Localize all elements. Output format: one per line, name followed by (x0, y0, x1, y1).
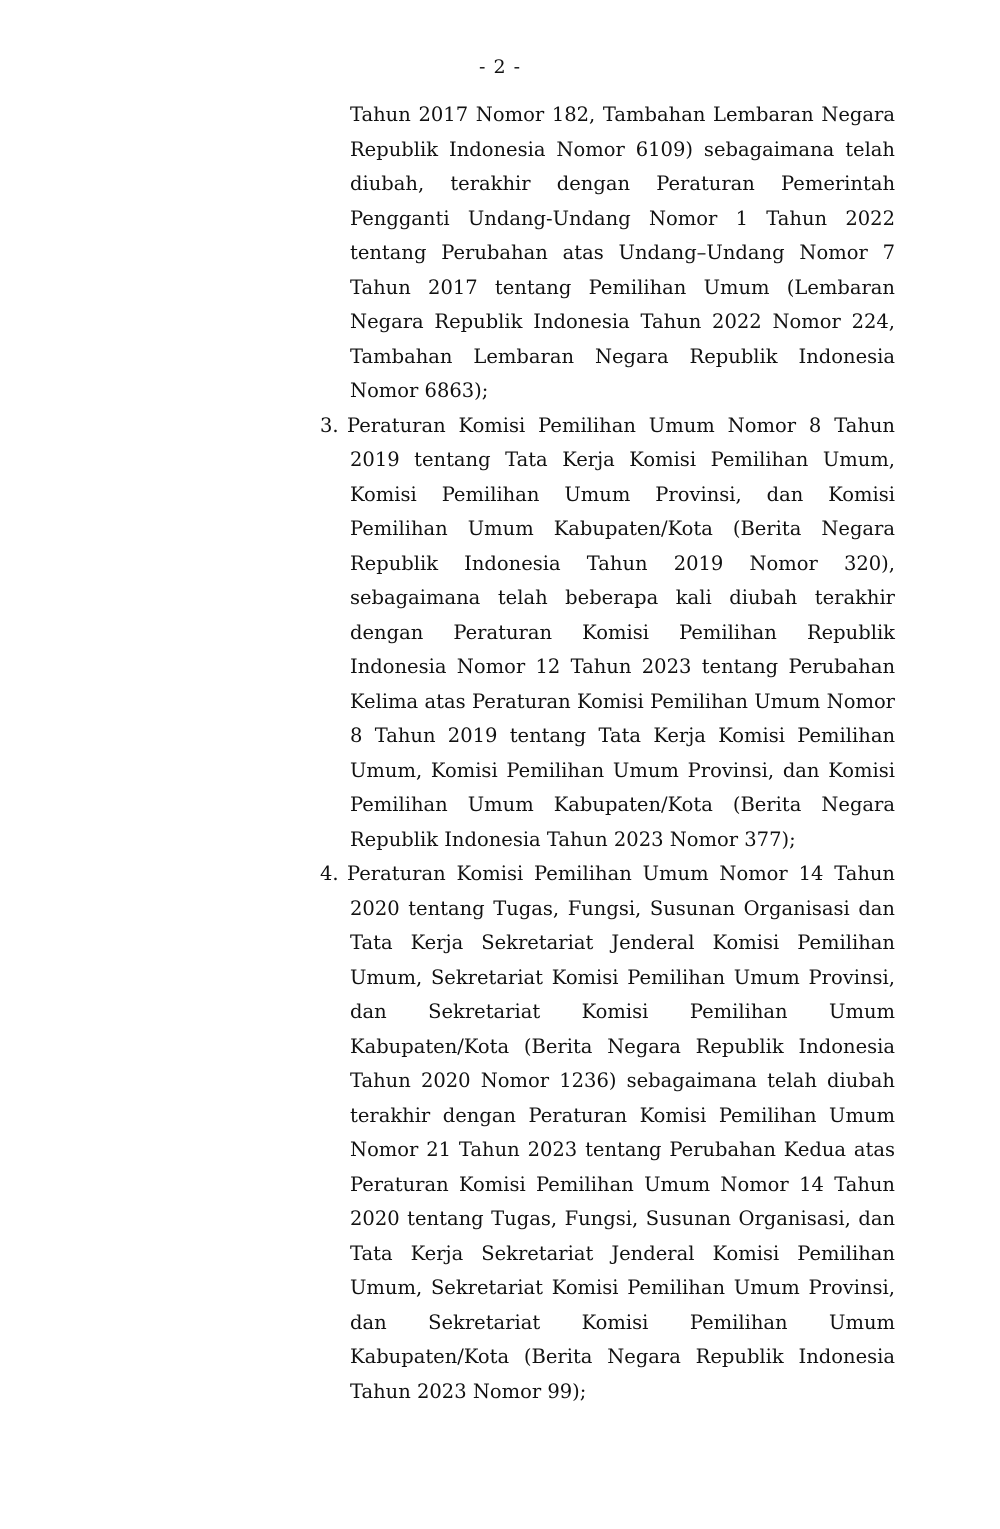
page-number: - 2 - (478, 56, 521, 78)
list-item-3 (320, 409, 895, 858)
list-item-4 (320, 857, 895, 1409)
continuation-paragraph: Tahun 2017 Nomor 182, Tambahan Lembaran Negara Republik Indonesia Nomor 6109) sebagaimana telah diubah, terakhir dengan Peraturan Pemerintah Pengganti Undang-Undang Nomor 1 Tahun 2022 tentang Perubahan atas Undang–Undang Nomor 7 Tahun 2017 tentang Pemilihan Umum (Lembaran Negara Republik Indonesia Tahun 2022 Nomor 224, Tambahan Lembaran Negara Republik Indonesia Nomor 6863); (350, 103, 895, 402)
list-item-text: Peraturan Komisi Pemilihan Umum Nomor 14 Tahun 2020 tentang Tugas, Fungsi, Susunan Organisasi dan Tata Kerja Sekretariat Jenderal Komisi Pemilihan Umum, Sekretariat Komisi Pemilihan Umum Provinsi, dan Sekretariat Komisi Pemilihan Umum Kabupaten/Kota (Berita Negara Republik Indonesia Tahun 2020 Nomor 1236) sebagaimana telah diubah terakhir dengan Peraturan Komisi Pemilihan Umum Nomor 21 Tahun 2023 tentang Perubahan Kedua atas Peraturan Komisi Pemilihan Umum Nomor 14 Tahun 2020 tentang Tugas, Fungsi, Susunan Organisasi, dan Tata Kerja Sekretariat Jenderal Komisi Pemilihan Umum, Sekretariat Komisi Pemilihan Umum Provinsi, dan Sekretariat Komisi Pemilihan Umum Kabupaten/Kota (Berita Negara Republik Indonesia Tahun 2023 Nomor 99); (347, 862, 895, 1403)
list-item-number: 3. (320, 413, 339, 437)
list-item-text: Peraturan Komisi Pemilihan Umum Nomor 8 Tahun 2019 tentang Tata Kerja Komisi Pemilihan Umum, Komisi Pemilihan Umum Provinsi, dan Komisi Pemilihan Umum Kabupaten/Kota (Berita Negara Republik Indonesia Tahun 2019 Nomor 320), sebagaimana telah beberapa kali diubah terakhir dengan Peraturan Komisi Pemilihan Republik Indonesia Nomor 12 Tahun 2023 tentang Perubahan Kelima atas Peraturan Komisi Pemilihan Umum Nomor 8 Tahun 2019 tentang Tata Kerja Komisi Pemilihan Umum, Komisi Pemilihan Umum Provinsi, dan Komisi Pemilihan Umum Kabupaten/Kota (Berita Negara Republik Indonesia Tahun 2023 Nomor 377); (347, 413, 895, 851)
list-item-number: 4. (320, 862, 339, 885)
document-body (320, 98, 895, 1409)
